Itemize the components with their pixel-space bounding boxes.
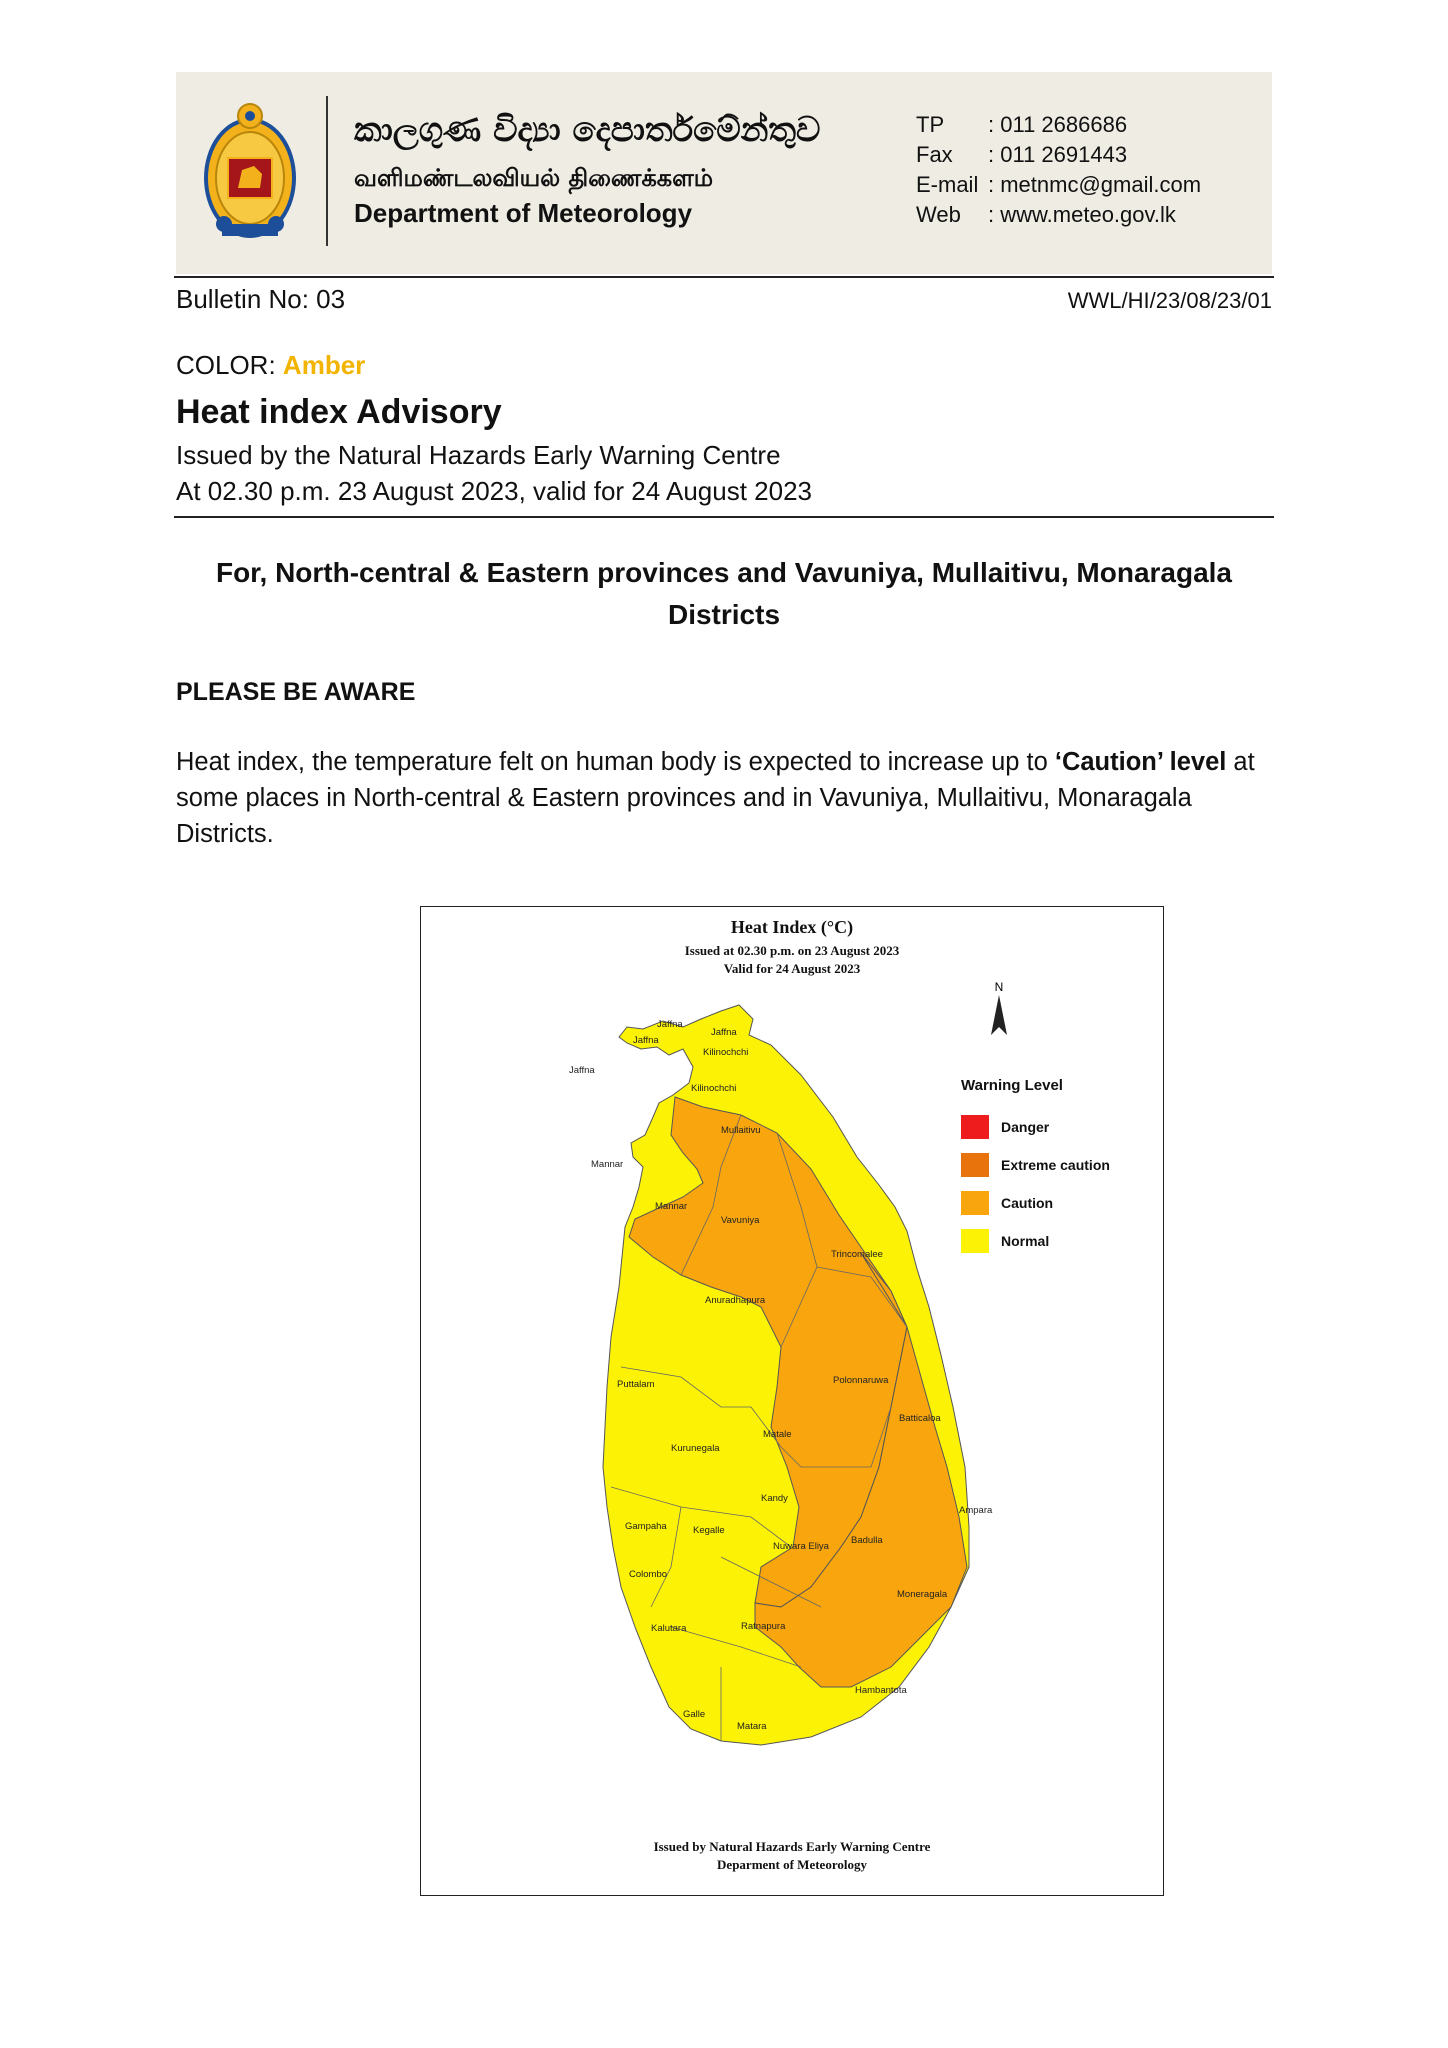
contact-value: : www.meteo.gov.lk <box>988 202 1176 227</box>
contact-row-fax <box>916 140 1201 170</box>
bulletin-number: Bulletin No: 03 <box>176 284 346 314</box>
north-arrow-icon <box>991 980 1007 1035</box>
regions-heading: For, North-central & Eastern provinces and Vavuniya, Mullaitivu, Monaragala Districts <box>215 557 1233 630</box>
legend-item-caution <box>961 1184 1110 1222</box>
department-name-english: Department of Meteorology <box>354 198 693 228</box>
paragraph-bold-text: ‘Caution’ level <box>1054 748 1227 776</box>
district-label: Kurunegala <box>671 1443 720 1454</box>
district-label: Moneragala <box>897 1589 948 1600</box>
map-legend <box>961 1077 1110 1260</box>
legend-label: Normal <box>1001 1233 1050 1249</box>
map-footer-issued: Issued by Natural Hazards Early Warning Centre <box>653 1839 931 1854</box>
reference-number: WWL/HI/23/08/23/01 <box>1067 288 1272 313</box>
legend-label: Danger <box>1001 1119 1050 1135</box>
district-label: Kalutara <box>651 1623 687 1634</box>
section-rule <box>174 516 1274 518</box>
contact-key: TP <box>916 112 945 137</box>
contact-key: Web <box>916 202 961 227</box>
contact-value: : 011 2691443 <box>988 142 1128 167</box>
district-label: Nuwara Eliya <box>773 1541 829 1552</box>
color-line <box>176 350 365 381</box>
district-label: Jaffna <box>657 1019 683 1030</box>
paragraph-text: Heat index, the temperature felt on human body is expected to increase up to <box>176 748 1055 776</box>
district-label: Kegalle <box>693 1525 725 1536</box>
map-title: Heat Index (°C) <box>730 917 854 937</box>
paragraph-text: at some places in North-central & Eastern provinces and in Vavuniya, Mullaitivu, Monaragala Districts. <box>176 748 1255 848</box>
district-label: Mannar <box>591 1159 624 1170</box>
district-label: Badulla <box>851 1535 883 1546</box>
aware-heading: PLEASE BE AWARE <box>176 678 416 706</box>
district-label: Jaffna <box>633 1035 659 1046</box>
legend-item-extreme-caution <box>961 1146 1110 1184</box>
district-label: Mullaitivu <box>721 1125 761 1136</box>
district-label: Jaffna <box>711 1027 737 1038</box>
issued-at: At 02.30 p.m. 23 August 2023, valid for 24 August 2023 <box>176 476 813 506</box>
district-label: Anuradhapura <box>705 1295 766 1306</box>
legend-title: Warning Level <box>961 1077 1063 1094</box>
letterhead-divider <box>326 96 328 246</box>
heat-index-map <box>420 906 1164 1896</box>
district-label: Galle <box>683 1709 706 1720</box>
advisory-title: Heat index Advisory <box>176 393 502 431</box>
color-label: COLOR: <box>176 350 283 380</box>
legend-item-normal <box>961 1222 1110 1260</box>
advisory-paragraph <box>176 744 1276 852</box>
contact-key: Fax <box>916 142 953 167</box>
district-label: Matara <box>737 1721 767 1732</box>
map-subtitle-issued: Issued at 02.30 p.m. on 23 August 2023 <box>684 943 900 958</box>
contact-key: E-mail <box>916 172 979 197</box>
district-label: Hambantota <box>855 1685 907 1696</box>
department-name-tamil: வளிமண்டலவியல் திணைக்களம் <box>354 164 714 192</box>
district-label: Kilinochchi <box>691 1083 737 1094</box>
sri-lanka-map <box>421 907 1163 1895</box>
contact-block <box>916 110 1201 230</box>
legend-label: Caution <box>1001 1195 1054 1211</box>
color-value: Amber <box>282 350 366 380</box>
district-label: Kilinochchi <box>703 1047 749 1058</box>
district-label: Polonnaruwa <box>833 1375 889 1386</box>
district-label: Ratnapura <box>741 1621 786 1632</box>
legend-label: Extreme caution <box>1001 1157 1110 1173</box>
department-name-sinhala: කාලගුණ විද්‍යා දෙපාර්තමේන්තුව <box>354 110 821 150</box>
contact-value: : metnmc@gmail.com <box>988 172 1202 197</box>
contact-row-email <box>916 170 1201 200</box>
sri-lanka-emblem-icon <box>202 100 298 246</box>
district-label: Kandy <box>761 1493 788 1504</box>
letterhead <box>176 72 1272 274</box>
district-label: Gampaha <box>625 1521 667 1532</box>
district-label: Vavuniya <box>721 1215 760 1226</box>
district-label: Mannar <box>655 1201 688 1212</box>
legend-swatch <box>961 1229 989 1253</box>
map-subtitle-valid: Valid for 24 August 2023 <box>723 961 861 976</box>
district-label: Ampara <box>959 1505 993 1516</box>
contact-row-web <box>916 200 1201 230</box>
contact-row-tp <box>916 110 1201 140</box>
district-label: Batticaloa <box>899 1413 941 1424</box>
district-label: Trincomalee <box>831 1249 883 1260</box>
district-label: Puttalam <box>617 1379 655 1390</box>
district-label: Jaffna <box>569 1065 595 1076</box>
legend-swatch <box>961 1115 989 1139</box>
legend-item-danger <box>961 1108 1110 1146</box>
north-label: N <box>994 980 1004 994</box>
map-footer-department: Deparment of Meteorology <box>717 1857 867 1872</box>
district-label: Colombo <box>629 1569 668 1580</box>
contact-value: : 011 2686686 <box>988 112 1128 137</box>
legend-swatch <box>961 1153 989 1177</box>
legend-swatch <box>961 1191 989 1215</box>
district-label: Matale <box>763 1429 792 1440</box>
issued-by: Issued by the Natural Hazards Early Warning Centre <box>176 440 781 470</box>
header-rule <box>174 276 1274 278</box>
